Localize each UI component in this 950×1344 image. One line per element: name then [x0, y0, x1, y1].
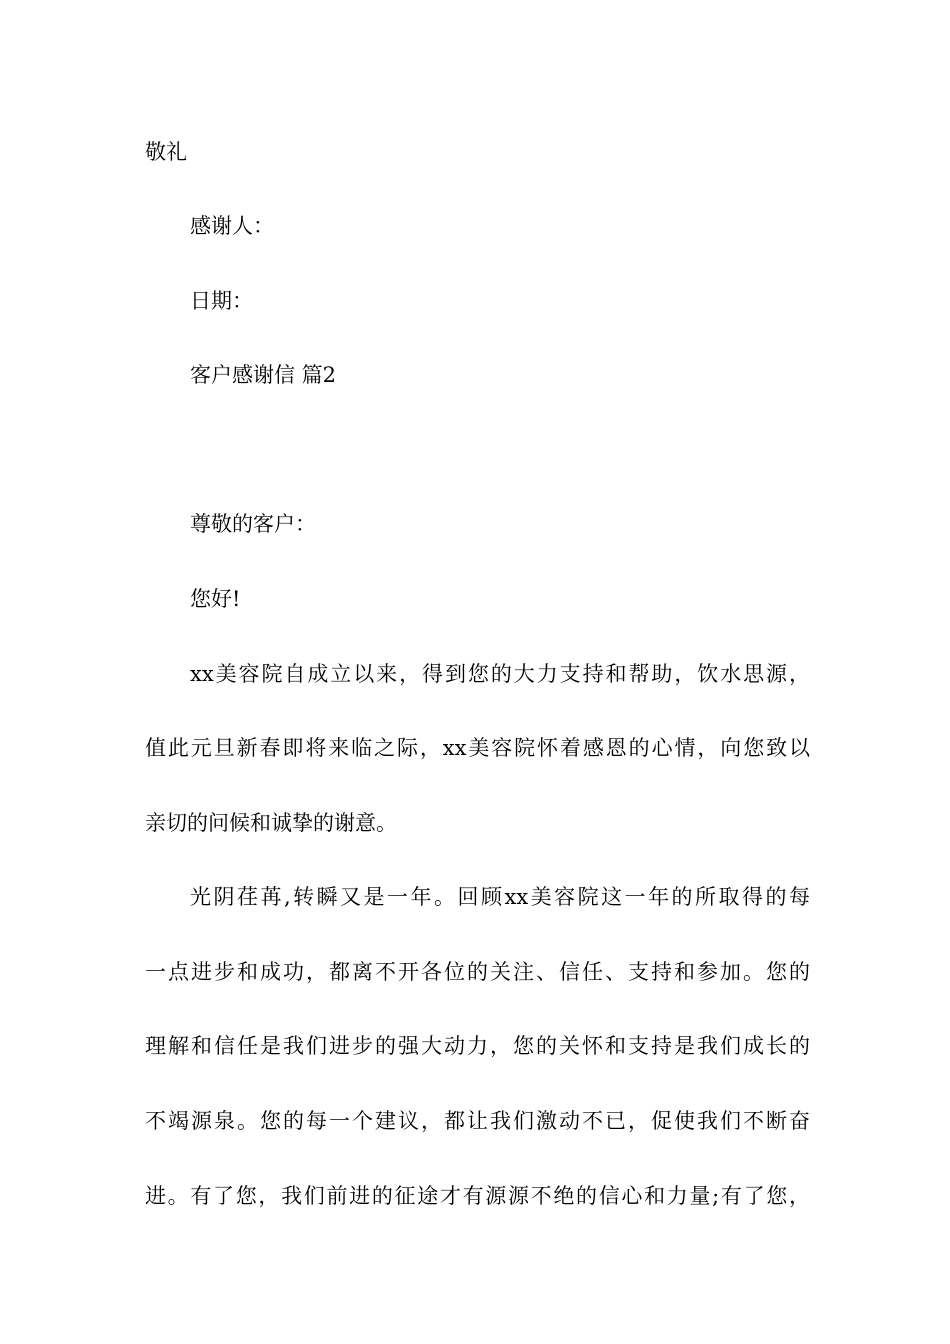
date-label: 日期：	[190, 289, 253, 313]
paragraph2-line: 进。有了您，我们前进的征途才有源源不绝的信心和力量;有了您，	[145, 1184, 810, 1208]
closing-text: 敬礼	[145, 140, 187, 164]
paragraph1-line: xx美容院自成立以来，得到您的大力支持和帮助，饮水思源，	[190, 662, 810, 686]
section-title: 客户感谢信 篇2	[190, 363, 337, 387]
paragraph1-line: 值此元旦新春即将来临之际，xx美容院怀着感恩的心情，向您致以	[145, 736, 810, 760]
paragraph2-line: 不竭源泉。您的每一个建议，都让我们激动不已，促使我们不断奋	[145, 1109, 810, 1133]
thanker-label: 感谢人：	[190, 214, 274, 238]
paragraph2-line: 一点进步和成功，都离不开各位的关注、信任、支持和参加。您的	[145, 960, 810, 984]
greeting: 您好!	[190, 587, 241, 611]
paragraph2-line: 理解和信任是我们进步的强大动力，您的关怀和支持是我们成长的	[145, 1034, 810, 1058]
paragraph1-line: 亲切的问候和诚挚的谢意。	[145, 811, 397, 835]
salutation: 尊敬的客户：	[190, 512, 316, 536]
paragraph2-line: 光阴荏苒,转瞬又是一年。回顾xx美容院这一年的所取得的每	[190, 885, 810, 909]
